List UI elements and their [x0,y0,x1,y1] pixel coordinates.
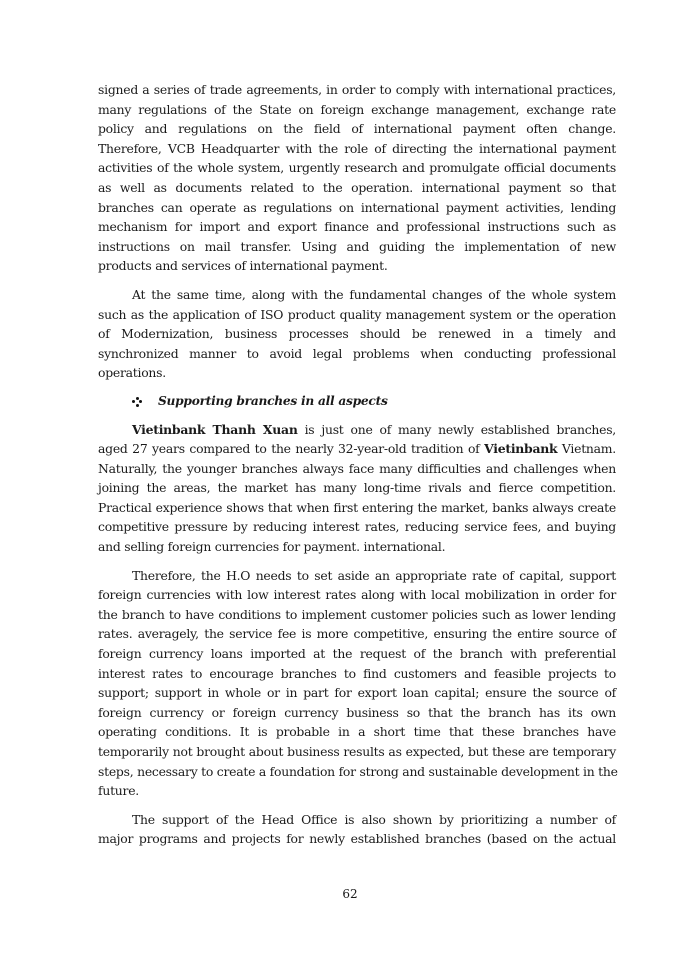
text-line: foreign currency or foreign currency business so that the branch has its own [98,704,616,720]
text-line: support; support in whole or in part for export loan capital; ensure the source of [98,685,616,701]
paragraph-iso-modernization [98,285,616,383]
section-heading-text: Supporting branches in all aspects [158,393,388,408]
text-line: of Modernization, business processes should be renewed in a timely and [98,326,616,342]
text-line: Therefore, VCB Headquarter with the role of directing the international payment [98,140,616,156]
page-number: 62 [342,887,358,901]
text-line: branches can operate as regulations on international payment activities, lending [98,199,616,215]
text-line: interest rates to encourage branches to find customers and feasible projects to [98,665,616,681]
text-line: temporarily not brought about business results as expected, but these are temporary [98,744,616,759]
text-fragment: aged 27 years compared to the nearly 32-year-old tradition of [98,441,485,457]
text-line: The support of the Head Office is also shown by prioritizing a number of [132,811,616,827]
bold-branch-name: Vietinbank Thanh Xuan [132,421,298,437]
text-line: At the same time, along with the fundamental changes of the whole system [132,286,616,302]
text-line: rates. averagely, the service fee is more competitive, ensuring the entire source of [98,626,616,642]
text-line: joining the areas, the market has many long-time rivals and fierce competition. [98,480,616,496]
text-line: operations. [98,365,166,381]
text-line: foreign currency loans imported at the request of the branch with preferential [98,646,616,662]
text-line: competitive pressure by reducing interest rates, reducing service fees, and buying [98,519,616,535]
paragraph-head-office-capital [98,566,616,801]
text-line: such as the application of ISO product quality management system or the operation [98,306,616,322]
text-line: major programs and projects for newly established branches (based on the actual [98,831,616,847]
text-line: mechanism for import and export finance and professional instructions such as [98,219,616,235]
text-line [98,439,616,459]
bold-bank-name: Vietinbank [484,441,558,457]
text-line: foreign currencies with low interest rates along with local mobilization in order for [98,587,616,603]
paragraph-vietinbank-thanh-xuan [98,420,616,557]
text-line: future. [98,783,139,799]
text-line: operating conditions. It is probable in a short time that these branches have [98,724,616,740]
text-line: steps, necessary to create a foundation for strong and sustainable development in the [98,763,618,779]
text-line: as well as documents related to the operation. international payment so that [98,179,616,195]
text-line: Practical experience shows that when first entering the market, banks always create [98,499,616,515]
text-line: and selling foreign currencies for payment. international. [98,539,446,555]
text-fragment: is just one of many newly established branches, [297,421,616,437]
text-line [98,420,616,440]
text-line: Therefore, the H.O needs to set aside an appropriate rate of capital, support [132,567,616,583]
four-diamond-bullet-icon [132,397,142,407]
text-line: instructions on mail transfer. Using and guiding the implementation of new [98,238,616,254]
text-fragment: Vietnam. [557,441,616,457]
text-line: policy and regulations on the field of international payment often change. [98,121,616,137]
text-line: products and services of international payment. [98,258,388,274]
section-heading [98,392,616,412]
text-line: many regulations of the State on foreign exchange management, exchange rate [98,101,616,117]
paragraph-trade-agreements [98,80,616,276]
text-line: activities of the whole system, urgently research and promulgate official documents [98,160,616,176]
text-line: signed a series of trade agreements, in order to comply with international practices, [98,82,616,97]
text-line: the branch to have conditions to implement customer policies such as lower lending [98,606,616,622]
document-page [98,80,616,849]
paragraph-head-office-programs [98,810,616,849]
text-line: synchronized manner to avoid legal problems when conducting professional [98,345,616,361]
text-line: Naturally, the younger branches always face many difficulties and challenges when [98,460,616,476]
